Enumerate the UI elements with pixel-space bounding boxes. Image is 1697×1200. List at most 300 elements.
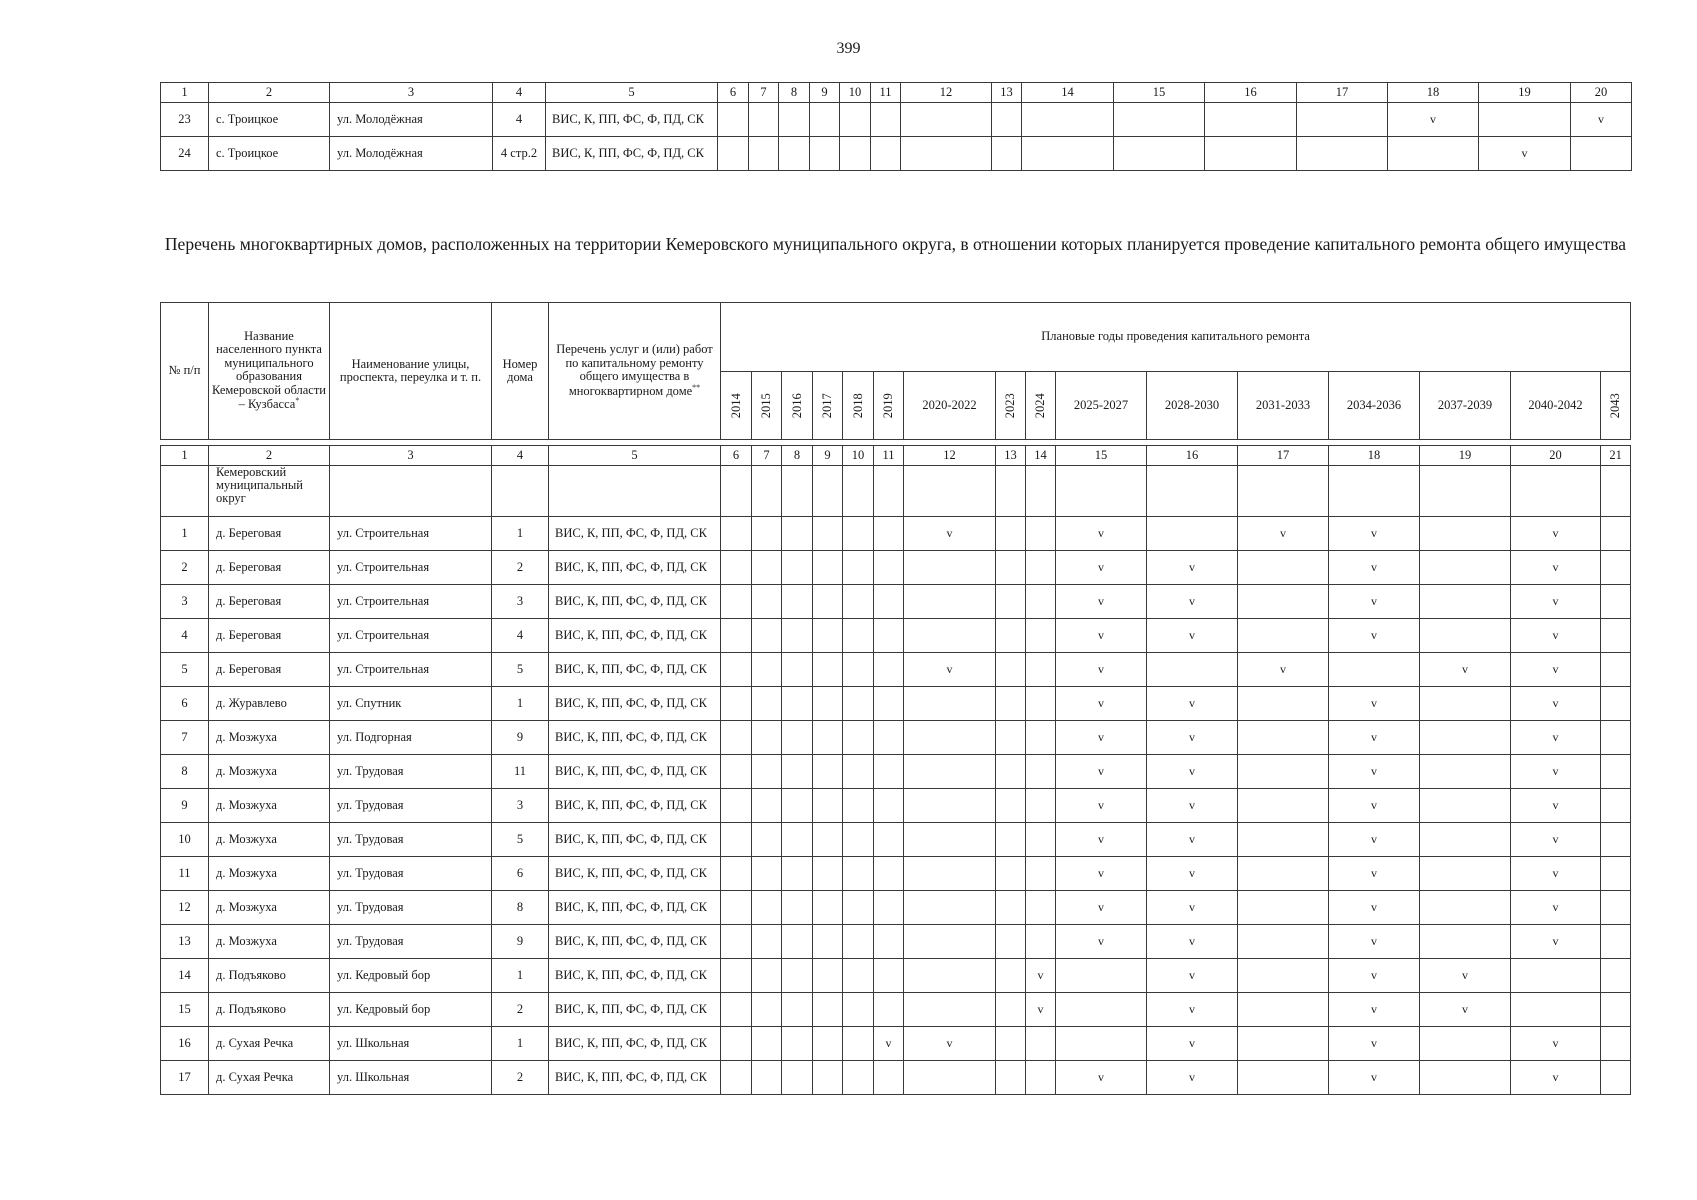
year-mark-cell: v bbox=[1026, 959, 1056, 993]
year-mark-cell bbox=[874, 687, 904, 721]
year-mark-cell bbox=[996, 993, 1026, 1027]
year-mark-cell: v bbox=[874, 1027, 904, 1061]
year-mark-cell: v bbox=[904, 517, 996, 551]
year-mark-cell bbox=[871, 137, 901, 171]
year-mark-cell bbox=[749, 103, 779, 137]
street-cell: ул. Трудовая bbox=[330, 925, 492, 959]
year-mark-cell bbox=[782, 959, 813, 993]
house-cell: 3 bbox=[492, 585, 549, 619]
year-mark-cell bbox=[1238, 823, 1329, 857]
year-mark-cell bbox=[752, 823, 782, 857]
street-cell: ул. Строительная bbox=[330, 585, 492, 619]
year-mark-cell bbox=[1238, 959, 1329, 993]
services-cell: ВИС, К, ПП, ФС, Ф, ПД, СК bbox=[549, 1061, 721, 1095]
year-mark-cell bbox=[813, 619, 843, 653]
services-cell: ВИС, К, ПП, ФС, Ф, ПД, СК bbox=[549, 721, 721, 755]
year-mark-cell bbox=[843, 857, 874, 891]
year-mark-cell bbox=[1026, 585, 1056, 619]
column-number: 16 bbox=[1205, 83, 1297, 103]
year-mark-cell bbox=[1601, 619, 1631, 653]
year-mark-cell bbox=[1601, 891, 1631, 925]
year-mark-cell bbox=[813, 517, 843, 551]
region-empty-cell bbox=[996, 466, 1026, 517]
street-cell: ул. Трудовая bbox=[330, 857, 492, 891]
year-mark-cell: v bbox=[1056, 823, 1147, 857]
year-mark-cell: v bbox=[1147, 857, 1238, 891]
year-mark-cell bbox=[1601, 551, 1631, 585]
row-number: 13 bbox=[161, 925, 209, 959]
year-mark-cell bbox=[752, 653, 782, 687]
year-mark-cell bbox=[1056, 1027, 1147, 1061]
year-mark-cell: v bbox=[1147, 619, 1238, 653]
column-number: 14 bbox=[1022, 83, 1114, 103]
year-mark-cell bbox=[874, 517, 904, 551]
year-mark-cell bbox=[904, 823, 996, 857]
header-year: 2040-2042 bbox=[1511, 372, 1601, 440]
year-mark-cell: v bbox=[1056, 857, 1147, 891]
settlement-cell: с. Троицкое bbox=[209, 103, 330, 137]
table-row bbox=[161, 755, 1631, 789]
year-mark-cell: v bbox=[1511, 517, 1601, 551]
street-cell: ул. Трудовая bbox=[330, 755, 492, 789]
year-mark-cell bbox=[996, 721, 1026, 755]
house-cell: 4 bbox=[493, 103, 546, 137]
year-mark-cell bbox=[996, 653, 1026, 687]
column-number: 5 bbox=[546, 83, 718, 103]
header-street: Наименование улицы, проспекта, переулка и т. п. bbox=[330, 303, 492, 440]
year-mark-cell: v bbox=[1420, 959, 1511, 993]
year-mark-cell: v bbox=[1329, 925, 1420, 959]
services-cell: ВИС, К, ПП, ФС, Ф, ПД, СК bbox=[549, 755, 721, 789]
year-mark-cell bbox=[752, 959, 782, 993]
year-mark-cell bbox=[904, 755, 996, 789]
year-mark-cell bbox=[1601, 517, 1631, 551]
year-mark-cell bbox=[1420, 789, 1511, 823]
year-mark-cell bbox=[752, 755, 782, 789]
row-number: 24 bbox=[161, 137, 209, 171]
header-year bbox=[721, 372, 752, 440]
year-mark-cell bbox=[782, 1061, 813, 1095]
year-mark-cell: v bbox=[1147, 925, 1238, 959]
year-mark-cell bbox=[992, 103, 1022, 137]
year-mark-cell bbox=[874, 925, 904, 959]
year-mark-cell bbox=[718, 103, 749, 137]
street-cell: ул. Строительная bbox=[330, 517, 492, 551]
street-cell: ул. Подгорная bbox=[330, 721, 492, 755]
column-number: 1 bbox=[161, 446, 209, 466]
row-number: 3 bbox=[161, 585, 209, 619]
year-mark-cell bbox=[721, 517, 752, 551]
header-year-label: 2043 bbox=[1607, 393, 1622, 418]
column-number: 2 bbox=[209, 446, 330, 466]
year-mark-cell bbox=[1601, 653, 1631, 687]
year-mark-cell bbox=[782, 551, 813, 585]
year-mark-cell bbox=[721, 857, 752, 891]
settlement-cell: д. Мозжуха bbox=[209, 823, 330, 857]
year-mark-cell bbox=[996, 789, 1026, 823]
header-services-text: Перечень услуг и (или) работ по капитальному ремонту общего имущества в многоквартирном доме bbox=[556, 342, 713, 399]
year-mark-cell: v bbox=[1329, 959, 1420, 993]
year-mark-cell bbox=[782, 925, 813, 959]
header-year bbox=[1601, 372, 1631, 440]
table-row bbox=[161, 585, 1631, 619]
column-number: 11 bbox=[871, 83, 901, 103]
year-mark-cell bbox=[782, 755, 813, 789]
year-mark-cell bbox=[874, 619, 904, 653]
column-number: 4 bbox=[492, 446, 549, 466]
year-mark-cell bbox=[843, 653, 874, 687]
header-years-group: Плановые годы проведения капитального ремонта bbox=[721, 303, 1631, 372]
column-number: 17 bbox=[1297, 83, 1388, 103]
header-num: № п/п bbox=[161, 303, 209, 440]
header-year: 2020-2022 bbox=[904, 372, 996, 440]
year-mark-cell bbox=[1297, 137, 1388, 171]
column-number: 13 bbox=[992, 83, 1022, 103]
year-mark-cell: v bbox=[1329, 857, 1420, 891]
year-mark-cell bbox=[813, 891, 843, 925]
year-mark-cell bbox=[779, 137, 810, 171]
column-number: 2 bbox=[209, 83, 330, 103]
year-mark-cell bbox=[1026, 687, 1056, 721]
year-mark-cell bbox=[996, 857, 1026, 891]
column-number: 8 bbox=[782, 446, 813, 466]
house-cell: 4 стр.2 bbox=[493, 137, 546, 171]
year-mark-cell bbox=[874, 789, 904, 823]
region-empty-cell bbox=[330, 466, 492, 517]
year-mark-cell: v bbox=[1511, 653, 1601, 687]
house-cell: 1 bbox=[492, 959, 549, 993]
year-mark-cell bbox=[752, 993, 782, 1027]
street-cell: ул. Спутник bbox=[330, 687, 492, 721]
house-cell: 1 bbox=[492, 687, 549, 721]
region-empty-cell bbox=[1056, 466, 1147, 517]
year-mark-cell bbox=[843, 687, 874, 721]
region-empty-cell bbox=[843, 466, 874, 517]
year-mark-cell: v bbox=[1147, 789, 1238, 823]
year-mark-cell bbox=[1114, 103, 1205, 137]
year-mark-cell bbox=[810, 103, 840, 137]
table-row bbox=[161, 551, 1631, 585]
year-mark-cell bbox=[843, 517, 874, 551]
year-mark-cell: v bbox=[1329, 721, 1420, 755]
year-mark-cell: v bbox=[1511, 619, 1601, 653]
services-cell: ВИС, К, ПП, ФС, Ф, ПД, СК bbox=[549, 993, 721, 1027]
row-number: 10 bbox=[161, 823, 209, 857]
column-number: 18 bbox=[1329, 446, 1420, 466]
house-cell: 2 bbox=[492, 551, 549, 585]
row-number: 5 bbox=[161, 653, 209, 687]
year-mark-cell bbox=[1022, 137, 1114, 171]
year-mark-cell: v bbox=[1056, 789, 1147, 823]
year-mark-cell bbox=[721, 891, 752, 925]
year-mark-cell bbox=[1420, 517, 1511, 551]
year-mark-cell bbox=[904, 551, 996, 585]
year-mark-cell bbox=[813, 823, 843, 857]
year-mark-cell bbox=[843, 1027, 874, 1061]
year-mark-cell bbox=[752, 857, 782, 891]
year-mark-cell bbox=[904, 789, 996, 823]
region-name: Кемеровский муниципальный округ bbox=[209, 466, 330, 517]
year-mark-cell bbox=[1601, 789, 1631, 823]
year-mark-cell bbox=[782, 721, 813, 755]
year-mark-cell bbox=[752, 687, 782, 721]
region-empty-cell bbox=[1238, 466, 1329, 517]
column-number: 10 bbox=[840, 83, 871, 103]
year-mark-cell bbox=[1601, 1027, 1631, 1061]
year-mark-cell bbox=[721, 721, 752, 755]
services-cell: ВИС, К, ПП, ФС, Ф, ПД, СК bbox=[549, 891, 721, 925]
settlement-cell: д. Береговая bbox=[209, 653, 330, 687]
table-row bbox=[161, 789, 1631, 823]
region-row bbox=[161, 466, 1631, 517]
year-mark-cell: v bbox=[1056, 687, 1147, 721]
column-number: 9 bbox=[813, 446, 843, 466]
year-mark-cell: v bbox=[1147, 755, 1238, 789]
year-mark-cell bbox=[996, 755, 1026, 789]
year-mark-cell: v bbox=[1056, 925, 1147, 959]
year-mark-cell bbox=[843, 721, 874, 755]
table-row bbox=[161, 925, 1631, 959]
page-number: 399 bbox=[836, 40, 861, 57]
table-row bbox=[161, 891, 1631, 925]
year-mark-cell: v bbox=[1511, 721, 1601, 755]
column-number: 15 bbox=[1114, 83, 1205, 103]
table-row bbox=[161, 959, 1631, 993]
year-mark-cell bbox=[782, 891, 813, 925]
column-number: 12 bbox=[904, 446, 996, 466]
year-mark-cell bbox=[996, 1061, 1026, 1095]
settlement-cell: д. Подъяково bbox=[209, 993, 330, 1027]
year-mark-cell bbox=[904, 959, 996, 993]
year-mark-cell: v bbox=[1056, 1061, 1147, 1095]
year-mark-cell bbox=[1601, 925, 1631, 959]
year-mark-cell bbox=[813, 1061, 843, 1095]
row-number: 7 bbox=[161, 721, 209, 755]
year-mark-cell bbox=[1238, 721, 1329, 755]
house-cell: 8 bbox=[492, 891, 549, 925]
column-number-row bbox=[161, 83, 1632, 103]
year-mark-cell bbox=[721, 687, 752, 721]
year-mark-cell bbox=[1026, 653, 1056, 687]
header-year-label: 2015 bbox=[758, 393, 773, 418]
year-mark-cell bbox=[843, 585, 874, 619]
year-mark-cell bbox=[840, 103, 871, 137]
header-settlement bbox=[209, 303, 330, 440]
year-mark-cell bbox=[718, 137, 749, 171]
year-mark-cell: v bbox=[1056, 585, 1147, 619]
year-mark-cell bbox=[1147, 653, 1238, 687]
house-cell: 1 bbox=[492, 517, 549, 551]
year-mark-cell bbox=[782, 653, 813, 687]
year-mark-cell bbox=[1238, 585, 1329, 619]
house-cell: 6 bbox=[492, 857, 549, 891]
column-number: 21 bbox=[1601, 446, 1631, 466]
region-empty-cell bbox=[1026, 466, 1056, 517]
house-cell: 9 bbox=[492, 721, 549, 755]
year-mark-cell bbox=[721, 789, 752, 823]
year-mark-cell bbox=[752, 1061, 782, 1095]
year-mark-cell: v bbox=[1147, 993, 1238, 1027]
year-mark-cell: v bbox=[1147, 721, 1238, 755]
column-number: 14 bbox=[1026, 446, 1056, 466]
year-mark-cell: v bbox=[1329, 551, 1420, 585]
year-mark-cell bbox=[813, 585, 843, 619]
street-cell: ул. Школьная bbox=[330, 1061, 492, 1095]
year-mark-cell bbox=[874, 653, 904, 687]
year-mark-cell bbox=[1329, 653, 1420, 687]
year-mark-cell bbox=[996, 551, 1026, 585]
services-cell: ВИС, К, ПП, ФС, Ф, ПД, СК bbox=[549, 1027, 721, 1061]
region-empty-cell bbox=[1147, 466, 1238, 517]
column-number: 4 bbox=[493, 83, 546, 103]
header-year-label: 2014 bbox=[728, 393, 743, 418]
year-mark-cell: v bbox=[1388, 103, 1479, 137]
year-mark-cell bbox=[813, 755, 843, 789]
year-mark-cell bbox=[813, 925, 843, 959]
street-cell: ул. Трудовая bbox=[330, 789, 492, 823]
header-year-label: 2018 bbox=[850, 393, 865, 418]
year-mark-cell bbox=[1205, 137, 1297, 171]
header-year-label: 2017 bbox=[819, 393, 834, 418]
year-mark-cell bbox=[996, 1027, 1026, 1061]
services-cell: ВИС, К, ПП, ФС, Ф, ПД, СК bbox=[549, 687, 721, 721]
year-mark-cell: v bbox=[1511, 585, 1601, 619]
region-empty-cell bbox=[874, 466, 904, 517]
year-mark-cell: v bbox=[1147, 551, 1238, 585]
year-mark-cell bbox=[1026, 891, 1056, 925]
header-year bbox=[843, 372, 874, 440]
services-cell: ВИС, К, ПП, ФС, Ф, ПД, СК bbox=[549, 619, 721, 653]
year-mark-cell bbox=[721, 1061, 752, 1095]
capital-repair-table bbox=[160, 302, 1631, 1095]
year-mark-cell bbox=[752, 925, 782, 959]
year-mark-cell bbox=[782, 619, 813, 653]
region-empty-cell bbox=[1420, 466, 1511, 517]
year-mark-cell bbox=[1420, 891, 1511, 925]
year-mark-cell bbox=[1420, 1061, 1511, 1095]
year-mark-cell bbox=[1601, 959, 1631, 993]
year-mark-cell: v bbox=[1329, 755, 1420, 789]
street-cell: ул. Трудовая bbox=[330, 823, 492, 857]
header-settlement-footnote: * bbox=[295, 396, 300, 406]
year-mark-cell: v bbox=[1329, 619, 1420, 653]
year-mark-cell bbox=[901, 137, 992, 171]
year-mark-cell: v bbox=[1056, 721, 1147, 755]
column-number: 19 bbox=[1420, 446, 1511, 466]
header-year: 2034-2036 bbox=[1329, 372, 1420, 440]
header-year: 2031-2033 bbox=[1238, 372, 1329, 440]
street-cell: ул. Кедровый бор bbox=[330, 959, 492, 993]
region-empty-cell bbox=[161, 466, 209, 517]
street-cell: ул. Школьная bbox=[330, 1027, 492, 1061]
house-cell: 9 bbox=[492, 925, 549, 959]
year-mark-cell bbox=[904, 891, 996, 925]
year-mark-cell bbox=[1026, 619, 1056, 653]
year-mark-cell: v bbox=[1147, 891, 1238, 925]
settlement-cell: д. Береговая bbox=[209, 517, 330, 551]
year-mark-cell: v bbox=[1147, 1061, 1238, 1095]
header-year bbox=[813, 372, 843, 440]
year-mark-cell bbox=[874, 993, 904, 1027]
header-year: 2025-2027 bbox=[1056, 372, 1147, 440]
header-year-label: 2023 bbox=[1002, 393, 1017, 418]
settlement-cell: д. Береговая bbox=[209, 551, 330, 585]
row-number: 4 bbox=[161, 619, 209, 653]
header-services-footnote: ** bbox=[692, 382, 701, 392]
settlement-cell: д. Мозжуха bbox=[209, 925, 330, 959]
street-cell: ул. Строительная bbox=[330, 551, 492, 585]
year-mark-cell bbox=[1026, 1061, 1056, 1095]
year-mark-cell bbox=[1238, 789, 1329, 823]
table-row bbox=[161, 1027, 1631, 1061]
year-mark-cell bbox=[996, 517, 1026, 551]
header-year: 2037-2039 bbox=[1420, 372, 1511, 440]
year-mark-cell bbox=[1056, 993, 1147, 1027]
region-empty-cell bbox=[492, 466, 549, 517]
year-mark-cell: v bbox=[1329, 1061, 1420, 1095]
year-mark-cell bbox=[996, 959, 1026, 993]
year-mark-cell bbox=[996, 585, 1026, 619]
year-mark-cell: v bbox=[1147, 959, 1238, 993]
house-cell: 11 bbox=[492, 755, 549, 789]
year-mark-cell: v bbox=[1511, 755, 1601, 789]
year-mark-cell bbox=[1420, 551, 1511, 585]
year-mark-cell: v bbox=[1056, 891, 1147, 925]
year-mark-cell bbox=[1114, 137, 1205, 171]
year-mark-cell bbox=[843, 789, 874, 823]
table-row bbox=[161, 857, 1631, 891]
year-mark-cell bbox=[1026, 755, 1056, 789]
year-mark-cell bbox=[1601, 857, 1631, 891]
services-cell: ВИС, К, ПП, ФС, Ф, ПД, СК bbox=[549, 517, 721, 551]
settlement-cell: д. Мозжуха bbox=[209, 857, 330, 891]
year-mark-cell bbox=[1420, 1027, 1511, 1061]
year-mark-cell: v bbox=[1511, 687, 1601, 721]
year-mark-cell: v bbox=[1056, 755, 1147, 789]
year-mark-cell bbox=[752, 619, 782, 653]
services-cell: ВИС, К, ПП, ФС, Ф, ПД, СК bbox=[549, 653, 721, 687]
year-mark-cell bbox=[1297, 103, 1388, 137]
year-mark-cell bbox=[1420, 721, 1511, 755]
year-mark-cell: v bbox=[1329, 585, 1420, 619]
year-mark-cell bbox=[1026, 857, 1056, 891]
year-mark-cell bbox=[1238, 993, 1329, 1027]
year-mark-cell bbox=[1388, 137, 1479, 171]
year-mark-cell: v bbox=[1056, 619, 1147, 653]
street-cell: ул. Молодёжная bbox=[330, 103, 493, 137]
year-mark-cell bbox=[992, 137, 1022, 171]
region-empty-cell bbox=[1511, 466, 1601, 517]
column-number: 17 bbox=[1238, 446, 1329, 466]
year-mark-cell bbox=[813, 1027, 843, 1061]
year-mark-cell: v bbox=[1056, 551, 1147, 585]
year-mark-cell: v bbox=[1147, 585, 1238, 619]
row-number: 14 bbox=[161, 959, 209, 993]
row-number: 23 bbox=[161, 103, 209, 137]
row-number: 2 bbox=[161, 551, 209, 585]
year-mark-cell: v bbox=[904, 653, 996, 687]
region-empty-cell bbox=[1329, 466, 1420, 517]
year-mark-cell bbox=[752, 551, 782, 585]
year-mark-cell bbox=[843, 925, 874, 959]
year-mark-cell bbox=[843, 1061, 874, 1095]
year-mark-cell bbox=[721, 823, 752, 857]
year-mark-cell bbox=[1420, 823, 1511, 857]
year-mark-cell: v bbox=[1511, 789, 1601, 823]
year-mark-cell: v bbox=[1238, 653, 1329, 687]
region-empty-cell bbox=[752, 466, 782, 517]
year-mark-cell bbox=[721, 619, 752, 653]
